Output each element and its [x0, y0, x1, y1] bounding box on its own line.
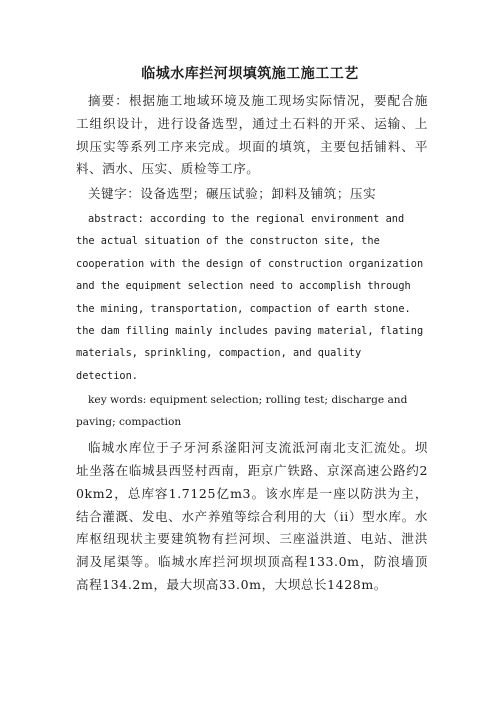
- document-title: 临城水库拦河坝填筑施工施工工艺: [141, 66, 359, 82]
- document-body: [76, 90, 428, 597]
- abstract-english: abstract: according to the regional environment and the actual situation of the constructon site, the cooperation with the design of construction organization and the equipment selection need to accomplish through the mining, transportation, compaction of earth stone. the dam filling mainly includes paving material, flating materials, sprinkling, compaction, and quality detection.: [76, 212, 424, 382]
- body-paragraph: 临城水库位于子牙河系滏阳河支流泜河南北支汇流处。坝址坐落在临城县西竖村西南，距京广铁路、京深高速公路约20km2，总库容1.7125亿m3。该水库是一座以防洪为主，结合灌溉、发电、水产养殖等综合利用的大（ii）型水库。水库枢纽现状主要建筑物有拦河坝、三座溢洪道、电站、泄洪洞及尾渠等。临城水库拦河坝坝顶高程133.0m，防浪墙顶高程134.2m，最大坝高33.0m，大坝总长1428m。: [76, 440, 428, 593]
- keywords-chinese: 关键字：设备选型；碾压试验；卸料及铺筑；压实: [88, 186, 377, 202]
- abstract-chinese: 摘要：根据施工地域环境及施工现场实际情况，要配合施工组织设计，进行设备选型，通过土石料的开采、运输、上坝压实等系列工序来完成。坝面的填筑，主要包括铺料、平料、洒水、压实、质检等工序。: [76, 93, 428, 177]
- keywords-english: key words: equipment selection; rolling test; discharge and paving; compaction: [76, 394, 408, 429]
